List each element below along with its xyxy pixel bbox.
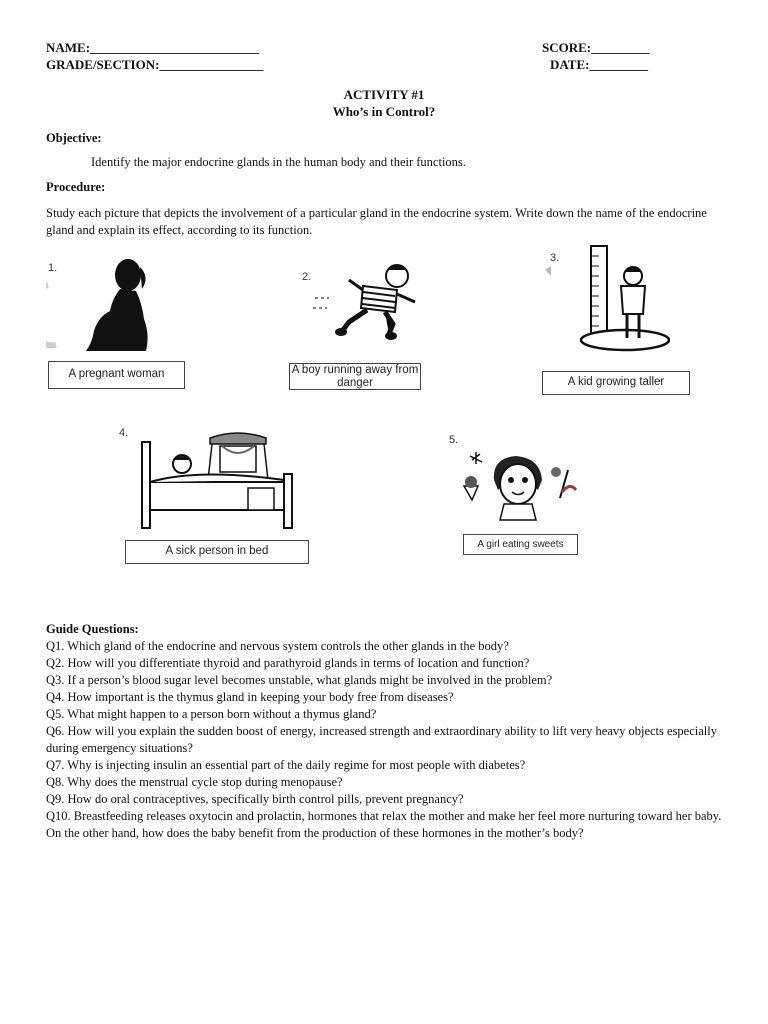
guide-questions-list — [46, 638, 728, 842]
question-1: Q1. Which gland of the endocrine and nervous system controls the other glands in the body? — [46, 639, 509, 653]
picture-caption-3: A kid growing taller — [542, 371, 690, 395]
running-boy-icon — [305, 258, 425, 343]
question-8: Q8. Why does the menstrual cycle stop during menopause? — [46, 775, 343, 789]
picture-caption-5: A girl eating sweets — [463, 534, 578, 555]
picture-caption-2: A boy running away from danger — [289, 363, 421, 390]
grade-section-field[interactable]: GRADE/SECTION:________________ — [46, 57, 264, 72]
sick-person-bed-icon — [138, 430, 298, 530]
pregnant-woman-icon — [46, 255, 166, 355]
guide-questions-heading: Guide Questions: — [46, 622, 139, 636]
picture-number-1: 1. — [48, 262, 58, 274]
activity-title: ACTIVITY #1 — [343, 87, 425, 102]
question-2: Q2. How will you differentiate thyroid and parathyroid glands in terms of location and function? — [46, 656, 530, 670]
height-chart-kid-icon — [545, 244, 670, 359]
picture-number-2: 2. — [302, 271, 312, 283]
picture-caption-1: A pregnant woman — [48, 361, 185, 389]
question-6: Q6. How will you explain the sudden boost of energy, increased strength and extraordinary ability to lift very heavy objects especially during emergency situations? — [46, 724, 717, 755]
score-field[interactable]: SCORE:_________ — [542, 40, 650, 55]
activity-subtitle: Who’s in Control? — [332, 104, 436, 119]
question-7: Q7. Why is injecting insulin an essential part of the daily regime for most people with diabetes? — [46, 758, 526, 772]
girl-sweets-icon — [458, 450, 583, 525]
picture-number-3: 3. — [550, 252, 560, 264]
procedure-heading: Procedure: — [46, 180, 106, 194]
name-field[interactable]: NAME:__________________________ — [46, 40, 260, 55]
date-field[interactable]: DATE:_________ — [550, 57, 648, 72]
picture-caption-4: A sick person in bed — [125, 540, 309, 564]
objective-heading: Objective: — [46, 131, 102, 145]
question-10: Q10. Breastfeeding releases oxytocin and prolactin, hormones that relax the mother and make her feel more nurturing toward her baby. On the other hand, how does the baby benefit from the production of these hormones in the mother’s body? — [46, 809, 722, 840]
question-9: Q9. How do oral contraceptives, specifically birth control pills, prevent pregnancy? — [46, 792, 464, 806]
question-4: Q4. How important is the thymus gland in keeping your body free from diseases? — [46, 690, 454, 704]
procedure-text: Study each picture that depicts the involvement of a particular gland in the endocrine system. Write down the name of the endocrine gland and explain its effect, according to its function. — [46, 206, 707, 237]
question-3: Q3. If a person’s blood sugar level becomes unstable, what glands might be involved in the problem? — [46, 673, 553, 687]
picture-number-4: 4. — [119, 427, 129, 439]
objective-text: Identify the major endocrine glands in the human body and their functions. — [91, 155, 466, 169]
picture-number-5: 5. — [449, 434, 459, 446]
question-5: Q5. What might happen to a person born without a thymus gland? — [46, 707, 377, 721]
